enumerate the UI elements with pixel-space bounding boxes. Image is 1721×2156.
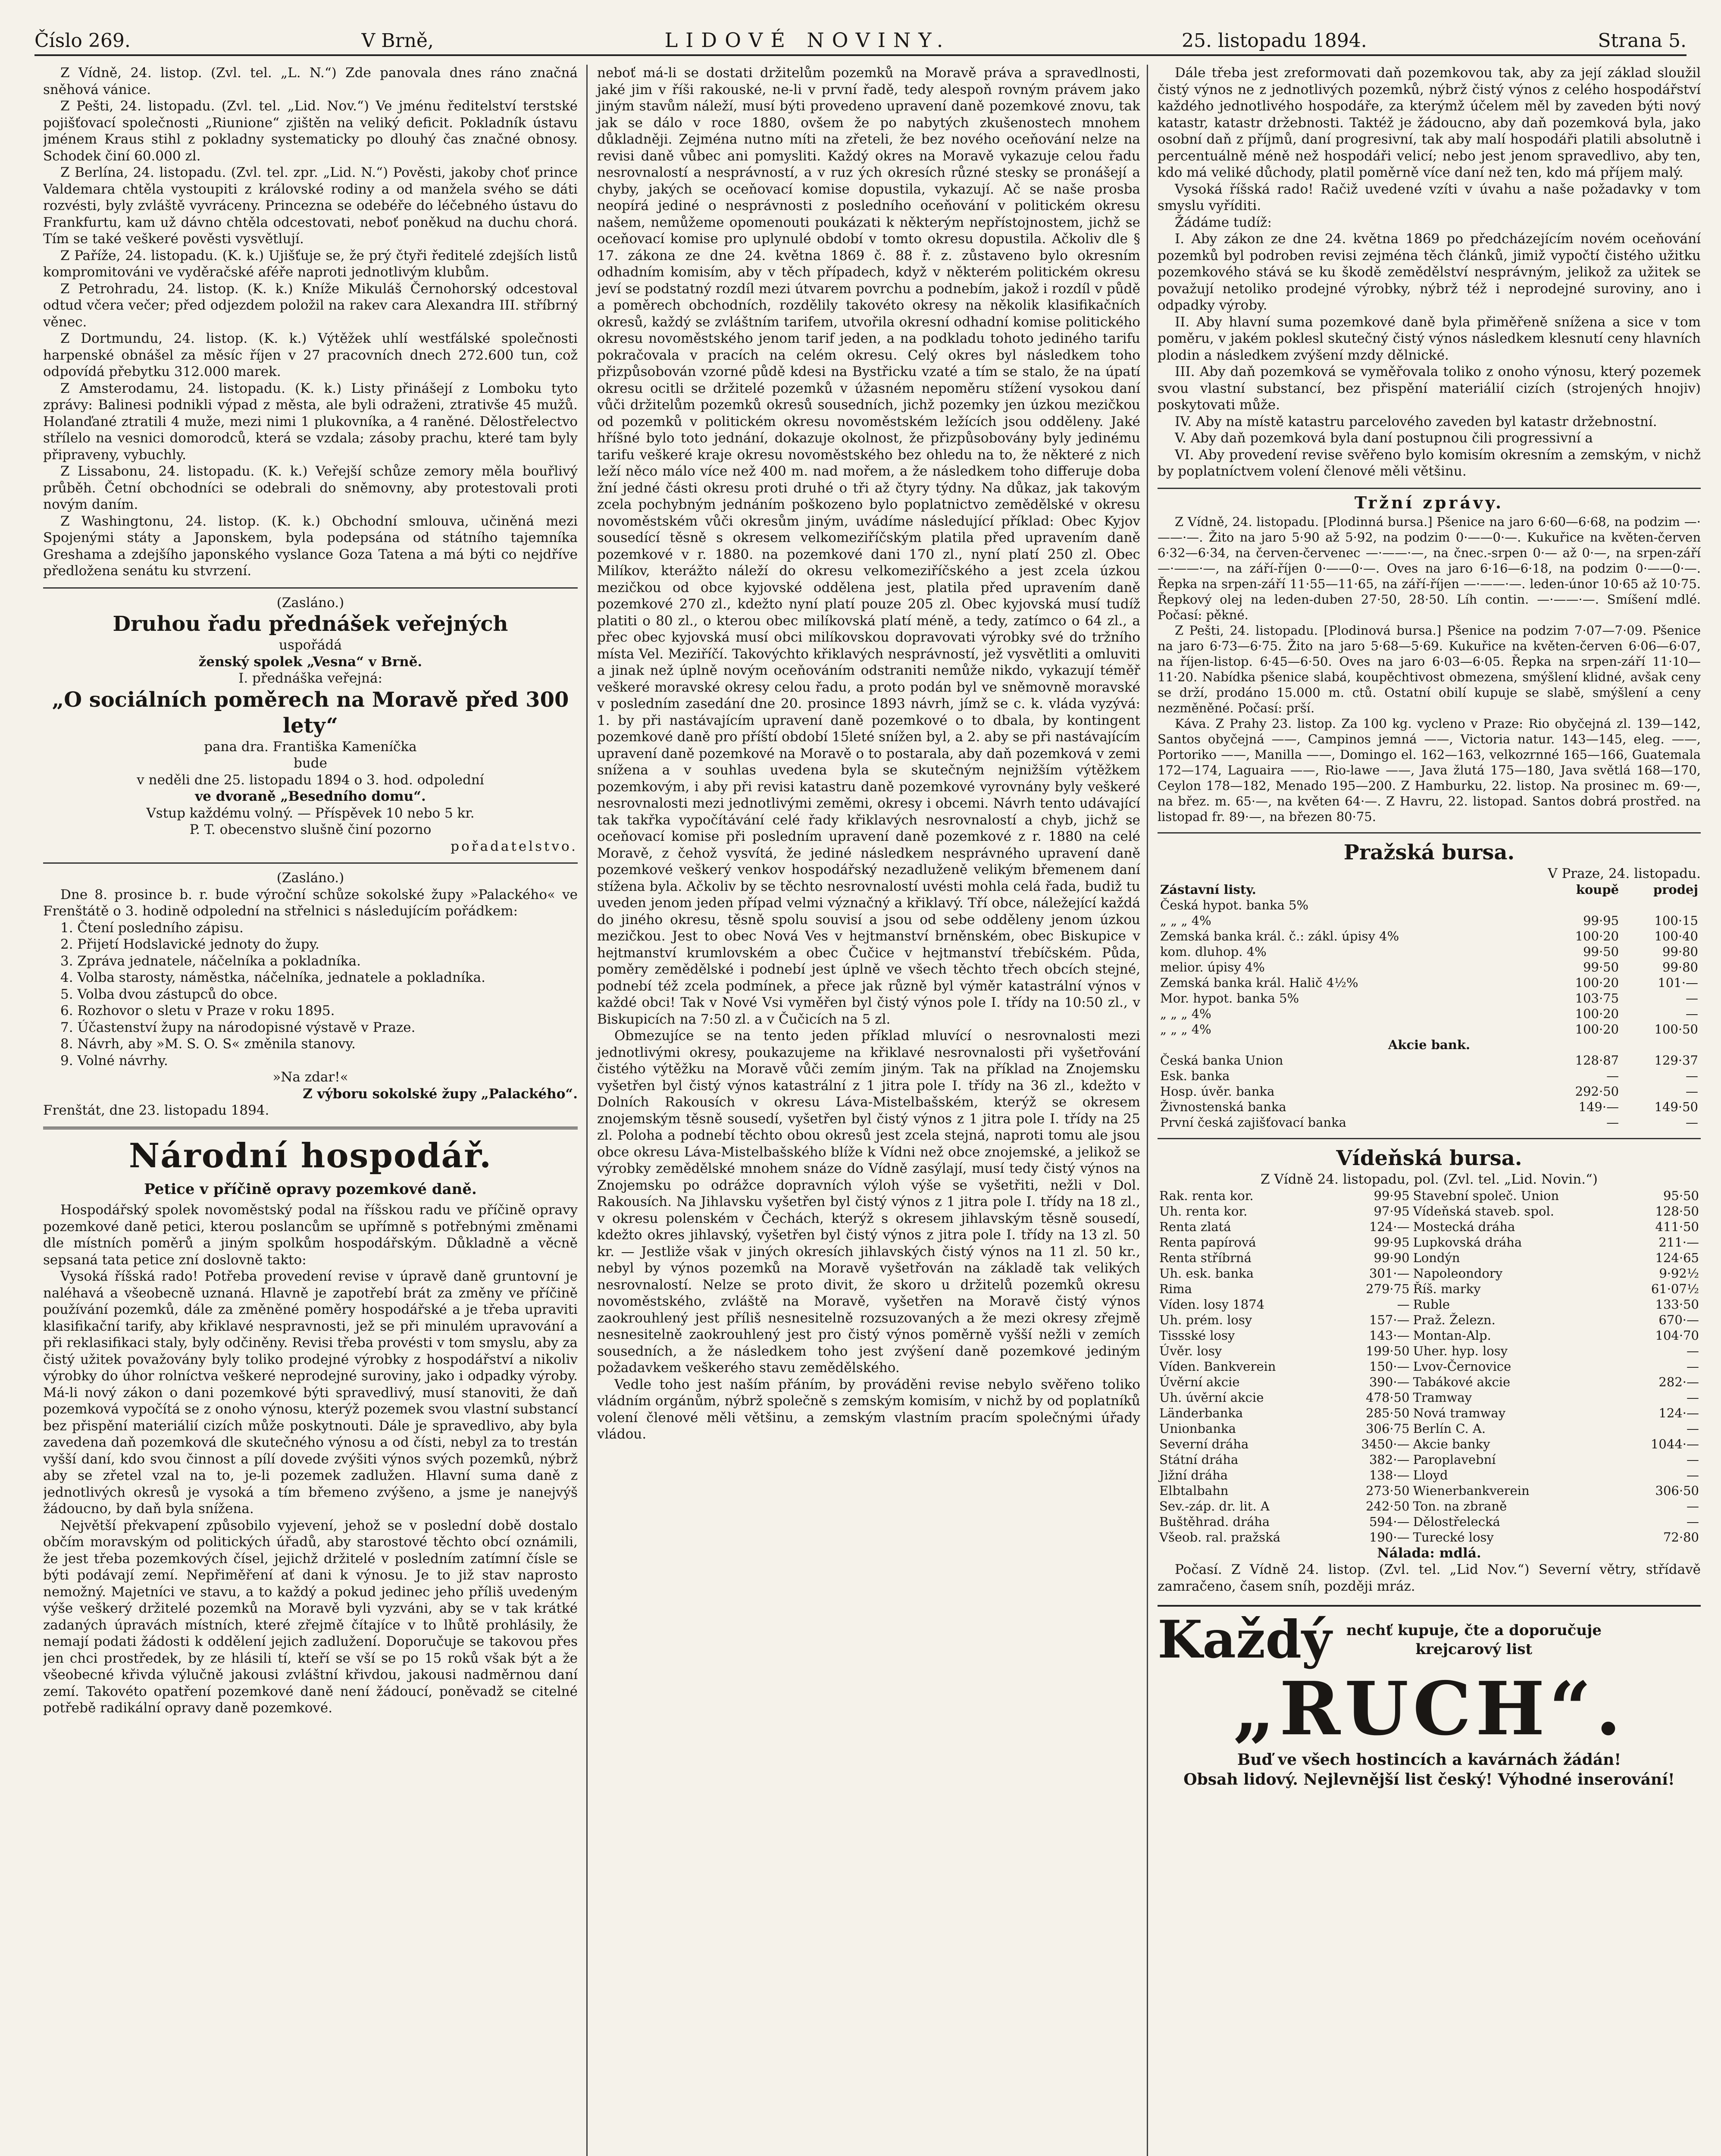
table-row [1158,1328,1701,1343]
news-item: Z Washingtonu, 24. listop. (K. k.) Obchodní smlouva, učiněná mezi Spojenými státy a Japonskem, byla podepsána od státního tajemníka Greshama a zdejšího japonského vyslance Goza Tatena a má býti co nejdříve předložena senátu ku stvrzení. [43,513,578,579]
article-paragraph: neboť má-li se dostati držitelům pozemků na Moravě práva a spravedlnosti, jaké jim v říši rakouské, ne-li v první řadě, tedy alespoň rovným právem jako jiným stavům náleží, musí býti provedeno upravení daně pozemkové znovu, tak jak se dálo v roce 1880, ovšem že po nabytých zkušenostech mnohem důkladněji. Zejména nutno míti na zřeteli, že bez nového oceňování nelze na revisi daně vůbec ani pomysliti. Každý okres na Moravě vykazuje celou řadu nesrovnalostí a nesprávností, a v ruz ých okresích různé stesky se pronášejí a chyby, jakých se oceňovací komise dopustila, vykazují. Ač se naše prosba neopírá jediné o nesprávnosti z posledního oceňování v politickém okresu našem, nemůžeme opomenouti poukázati k některým nepřístojnostem, jichž se oceňovací komise pro uplynulé období v tomto okresu dopustila. Ačkoliv dle § 17. zákona ze dne 24. května 1869 č. 88 ř. z. zůstaveno bylo okresním odhadním komisím, aby v těch případech, když v některém politickém okresu jeví se podstatný rozdíl mezi útvarem povrchu a podnebím, jakož i rozdíl v půdě a poměrech obchodních, rozdělily takovéto okresy na několik klasifikačních okresů, každý se zvláštním tarifem, utvořila okresní odhadní komise politického okresu novoměstského jenom tarif jeden, a na podkladu tohoto jediného tarifu pokračovala v pracích na celém okresu. Celý okres byl následkem toho přizpůsobován vzorné půdě kdesi na Bystřicku vzaté a tím se stalo, že na úpatí okresu ocitli se držitelé pozemků v úžasném nepoměru stížení vysokou daní vůči držitelům pozemků okresů sousedních, jichž pozemky jen úzkou mezičkou od pozemků v politickém okresu novoměstském ležících jsou odděleny. Jaké hříšné bylo toto jednání, dokazuje okolnost, že přizpůsobovány byly jedinému tarifu veškeré kraje okresu novoměstského bez ohledu na to, že některé z nich leží něco málo více než 400 m. nad mořem, a že následkem toho differuje doba žní jedné části okresu proti druhé o tři až čtyry týdny. Na důkaz, jak takovým zcela pochybným jednáním poškozeno bylo poplatnictvo zemědělské v okresu novoměstském vůči okresům jiným, uvádíme následující příklad: Obec Kyjov sousedící těsně s okresem velkomeziříčským platila před upravením daně pozemkové v r. 1880. na pozemkové dani 170 zl., nyní platí 250 zl. Obec Milíkov, kterážto náleží do okresu velkomeziříčského a jest zcela úzkou mezičkou od obce kyjovské oddělena jest, platila před upravením daně pozemkové 270 zl., kdežto nyní platí pouze 205 zl. Obec kyjovská musí tudíž platiti o 80 zl., o kterou obec milíkovská platí méně, a tedy, zatímco o 64 zl., a přec obec kyjovská musí obci milíkovskou dopravovati výrobky své do tržního místa Vel. Meziříčí. Takovýchto křiklavých nesprávností, jež vysvětliti a omluviti a jinak než úplně novým oceňováním odstraniti nemůže nikdo, vykazují téměř veškeré moravské okresy celou řadu, a proto podán byl ve sněmovně moravské v posledním zasedání dne 20. prosince 1893 návrh, jímž se c. k. vláda vyzývá: 1. by při nastávajícím upravení daně pozemkové o to dbala, by kontingent pozemkové daně pro příští období 15leté snížen byl, a 2. aby se při nastávajícím upravení daně pozemkové na Moravě o to postarala, aby daň pozemková v zemi snížena a v souhlas uvedena byla se skutečným nejnižším výtěžkem pozemkovým, i aby při revisi katastru daně pozemkové vyrovnány byly veškeré nesrovnalosti mezi jednotlivými zeměmi, okresy i obcemi. Návrh tento udávající tak takřka vypočítávání celé řady křiklavých nesrovnalostí a chyb, jichž se oceňovací komise při posledním upravení daně pozemkové z r. 1880 na celé Moravě, z čehož vysvítá, že jediné následkem nesprávného upravení daně pozemkové veškerý venkov hospodářský nezadluženě velikým břemenem daní stížena byla. Ačkoliv by se těchto nesrovnalostí uvésti mohla celá řada, budiž tu uveden jenom jeden případ velmi význačný a křiklavý. Tří obce, náležející každá do jiného okresu, těsně spolu souvisí a jsou od sebe odděleny jenom úzkou mezičkou. Jest to obec Nová Ves v hejtmanství brněnském, obec Biskupice v hejtmanství krumlovském a obec Čučice v hejtmanství třebíčském. Půda, poměry zemědělské i podnebí jest úplně ve všech těchto třech obcích stejné, podnebí též zcela podmínek, a přece jak různě byl výměr katastrální výnos v každé obci! Tak v Nové Vsi vyměřen byl čistý výnos pole I. třídy na 10:50 zl., v Biskupicích na 7:50 zl. a v Čučicích na 5 zl. [597,65,1140,1027]
divider [43,1127,578,1129]
agenda-item: 6. Rozhovor o sletu v Praze v roku 1895. [60,1003,335,1018]
table-row [1158,1219,1701,1235]
quote-name: Víden. Bankverein [1159,1359,1276,1374]
table-row [1158,1390,1701,1405]
table-row: Mor. hypot. banka 5% 103·75 — [1160,991,1698,1006]
table-row [1158,1374,1701,1390]
quote-name: Montan-Alp. [1413,1328,1491,1343]
divider [43,587,578,589]
quote-name: Renta stříbrná [1159,1250,1252,1265]
lecture-notice [43,595,578,855]
ad-tagline-1: Buď ve všech hostincích a kavárnách žádán! [1237,1751,1621,1769]
quote-name: Severní dráha [1159,1436,1249,1451]
article-paragraph: Vysoká říšská rado! Potřeba provedení revise v úpravě daně gruntovní je naléhavá a všeobecně uznaná. Hlavně je zapotřebí brát za změny ve příčině používání pozemků, dále za změněné poměry hospodářské a je třeba upraviti klasifikační tarify, aby křiklavé nespravnosti, jež se při minulém upravování a při reklasifikaci staly, byly odčiněny. Revisi třeba provésti v tom smyslu, aby za čistý užitek považovány byly toliko prodejné výrobky z hospodářství a nikoliv výrobky do úhor rolníctva veškeré neprodejné suroviny, jako i odpadky výroby. Má-li nový zákon o dani pozemkové býti spravedlivý, musí stanoviti, že daň pozemková vypočítá se z onoho výnosu, kterýž pozemek svou vlastní substancí bez přispění materiálií cizích může poskytnouti. Dále je spravedlivo, aby byla zavedena daň pozemková dle skutečného výnosu a od čísti, nebyl za to trestán vyšší daní, kdo svou činnost a pílí dovede zvýšiti výnos svých pozemků, nýbrž aby se zřetel vzal na to, je-li pozemek zadlužen. Hlavní suma daně z jednotlivých okresů je vysoká a tím břemeno zvýšeno, a jsme je nanejvýš žádoucno, by daň byla snížena. [43,1269,578,1517]
vienna-quotes-table [1158,1188,1701,1545]
vienna-dateline: Z Vídně 24. listopadu, pol. (Zvl. tel. „Lid. Novin.“) [1261,1172,1598,1187]
quote-name: Unionbanka [1159,1421,1236,1436]
quote-name: Rak. renta kor. [1159,1188,1254,1203]
notice-will: bude [294,755,327,771]
notice-organizer-name: ženský spolek „Vesna“ v Brně. [198,654,422,670]
quote-value: 157·— [1369,1312,1410,1327]
quote-value: — [1687,1514,1699,1529]
quote-value: 199·50 [1366,1343,1410,1358]
article-paragraph: Dále třeba jest zreformovati daň pozemkovou tak, aby za její základ sloužil čistý výnos ne z jednotlivých pozemků, nýbrž čistý výnos z celého hospodářství každého jednotlivého hospodáře, za kterýmž účelem měl by zaveden býti nový katastr, katastr držebnosti. Taktéž je žádoucno, aby daň pozemková byla, jako osobní daň z příjmů, daní progresivní, tak aby malí hospodáři platili absolutně i percentuálně méně než hospodáři velicí; nebo jest jenom spravedlivo, aby ten, kdo má veliké důchody, platil poměrně více daní než ten, kdo má příjem malý. [1158,65,1701,180]
quote-name: Úvěrní akcie [1159,1374,1240,1389]
table-row [1158,1529,1701,1545]
demand-item: III. Aby daň pozemková se vyměřovala toliko z onoho výnosu, který pozemek svou vlastní substancí, bez přispění materiálií cizích (strojených hnojiv) poskytovati může. [1158,364,1701,413]
news-item: Z Berlína, 24. listopadu. (Zvl. tel. zpr. „Lid. N.“) Pověsti, jakoby choť prince Valdemara chtěla vystoupiti z královské rodiny a od manžela svého se dáti rozvésti, byly zvláště vyvráceny. Princezna se odebéře do léčebného ústavu do Frankfurtu, kam už dávno chtěla odcestovati, neboť poněkud na duchu chorá. Tím se také veškeré pověsti vysvětlují. [43,165,578,247]
table-row [1158,1421,1701,1436]
quote-name: Dělostřelecká [1413,1514,1500,1529]
news-item: Z Amsterodamu, 24. listopadu. (K. k.) Listy přinášejí z Lomboku tyto zprávy: Balinesi podnikli výpad z města, ale byli odraženi, ztrativše 45 mužů. Holanďané ztratili 4 muže, mezi nimi 1 plukovníka, a 4 raněné. Dělostřelectvo střílelo na vesnici domorodců, která se vzdala; zásoby prachu, které tam byly připraveny, vybuchly. [43,380,578,463]
quote-name: Napoleondory [1413,1266,1503,1281]
table-row: melior. úpisy 4% 99·50 99·80 [1160,960,1698,975]
quote-value: — [1687,1359,1699,1374]
quote-value: 128·50 [1655,1203,1699,1219]
table-row: Česká banka Union 128·87 129·37 [1160,1053,1698,1068]
table-row [1158,1467,1701,1483]
quote-name: Tissské losy [1159,1328,1235,1343]
table-row [1158,1188,1701,1203]
quote-name: Londýn [1413,1250,1460,1265]
notice-invite: P. T. obecenstvo slušně činí pozorno [189,822,432,837]
article-paragraph: Hospodářský spolek novoměstský podal na říšskou radu ve příčině opravy pozemkové daně petici, kterou poslancům se upřímně s potřebnými změnami dle místních poměrů a jiným spolkům hospodářským. Důkladně a věcně sepsaná tata petice zní doslovně takto: [43,1202,578,1268]
column-1 [43,65,578,2156]
divider [1158,1138,1701,1139]
table-row: Zemská banka král. č.: zákl. úpisy 4% 100·20 100·40 [1160,929,1698,943]
quote-value: 124·65 [1655,1250,1699,1265]
quote-value: 104·70 [1655,1328,1699,1343]
article-title: Petice v příčině opravy pozemkové daně. [144,1180,477,1198]
quote-value: 282·— [1658,1374,1699,1389]
quote-value: 97·95 [1374,1203,1410,1219]
quote-value: 411·50 [1655,1219,1699,1234]
table-row [1158,1297,1701,1312]
sokol-notice [43,870,578,1119]
table-row: První česká zajišťovací banka — — [1160,1115,1698,1130]
table-row: Česká hypot. banka 5% [1160,898,1309,912]
table-row [1158,1483,1701,1498]
table-row: kom. dluhop. 4% 99·50 99·80 [1160,944,1698,959]
table-subheader: Akcie bank. [1388,1037,1471,1052]
agenda-item: 3. Zpráva jednatele, náčelníka a pokladníka. [60,953,361,969]
divider [1158,488,1701,489]
quote-name: Renta papírová [1159,1235,1256,1250]
notice-label: (Zasláno.) [276,870,344,886]
vienna-exchange [1158,1145,1701,1595]
quote-value: 211·— [1658,1235,1699,1250]
quote-name: Tabákové akcie [1413,1374,1511,1389]
news-item: Z Vídně, 24. listop. (Zvl. tel. „L. N.“) Zde panovala dnes ráno značná sněhová vánice. [43,65,578,97]
agenda-item: 5. Volba dvou zástupců do obce. [60,986,278,1002]
quote-name: Akcie banky [1413,1436,1490,1451]
quote-value: 594·— [1369,1514,1410,1529]
quote-value: 306·50 [1655,1483,1699,1498]
quote-value: 124·— [1369,1219,1410,1234]
quote-value: — [1687,1498,1699,1514]
agenda-item: 7. Účastenství župy na národopisné výstavě v Praze. [60,1019,416,1035]
table-row [1158,1235,1701,1250]
vienna-title: Vídeňská bursa. [1336,1146,1522,1170]
quote-value: 285·50 [1366,1405,1410,1420]
table-row [1158,1250,1701,1266]
market-header: Tržní zprávy. [1354,492,1504,512]
quote-name: Paroplavební [1413,1452,1496,1467]
quote-name: Wienerbankverein [1413,1483,1530,1498]
vienna-mood: Nálada: mdlá. [1377,1545,1481,1561]
quote-name: Jižní dráha [1159,1467,1228,1482]
notice-signature: pořadatelstvo. [451,838,578,854]
ad-ruch: „RUCH“. [1233,1666,1626,1752]
demand-item: IV. Aby na místě katastru parcelového zaveden byl katastr držebnostní. [1175,414,1657,429]
quote-name: Uh. úvěrní akcie [1159,1390,1264,1405]
ad-side-text [1346,1621,1602,1659]
quote-name: Tramway [1413,1390,1472,1405]
sokol-greeting: »Na zdar!« [272,1069,348,1085]
news-item: Z Petrohradu, 24. listop. (K. k.) Kníže Mikuláš Černohorský odcestoval odtud včera večer; před odjezdem položil na rakev cara Alexandra III. stříbrný věnec. [43,281,578,330]
notice-where: ve dvoraně „Besedního domu“. [195,789,426,804]
agenda-item: 4. Volba starosty, náměstka, náčelníka, jednatele a pokladníka. [60,970,486,985]
quote-name: Uh. esk. banka [1159,1266,1254,1281]
newspaper-title: LIDOVÉ NOVINY. [664,28,951,52]
article-paragraph: Vysoká říšská rado! Račiž uvedené vzíti v úvahu a naše požadavky v tom smyslu vyříditi. [1158,181,1701,213]
quote-value: 150·— [1369,1359,1410,1374]
issue-date: 25. listopadu 1894. [1182,30,1367,52]
table-row [1158,1312,1701,1328]
quote-name: Nová tramway [1413,1405,1506,1420]
quote-name: Vídeňská staveb. spol. [1413,1203,1554,1219]
quote-name: Lvov-Černovice [1413,1359,1511,1374]
agenda-item: 1. Čtení posledního zápisu. [60,920,244,936]
table-row [1158,1452,1701,1467]
quote-name: Stavební společ. Union [1413,1188,1559,1203]
divider [43,862,578,864]
quote-value: — [1687,1390,1699,1405]
issue-number: Číslo 269. [34,30,131,52]
quote-value: 670·— [1658,1312,1699,1327]
masthead [34,22,1687,56]
market-reports [1158,492,1701,824]
quote-name: Ruble [1413,1297,1450,1312]
quote-value: 72·80 [1663,1529,1699,1545]
article-paragraph: Vedle toho jest naším přáním, by prováděni revise nebylo svěřeno toliko vládním orgánům, nýbrž společně s zemským komisím, v nichž by od poplatníků volení členové měli většinu, a zemským vlastním pracím společnými úřady vládou. [597,1376,1140,1442]
quote-name: Víden. losy 1874 [1159,1297,1265,1312]
news-item: Z Paříže, 24. listopadu. (K. k.) Ujišťuje se, že prý čtyři ředitelé zdejších listů kompromitováni ve vyděračské aféře naproti jednotlivým klubům. [43,248,578,280]
sokol-intro: Dne 8. prosince b. r. bude výroční schůze sokolské župy »Palackého« ve Frenštátě o 3. hodině odpolední na střelnici s následujícím pořádkem: [43,887,578,919]
quote-value: 124·— [1658,1405,1699,1420]
table-row [1158,1203,1701,1219]
column-2 [586,65,1140,2156]
news-item: Z Pešti, 24. listopadu. (Zvl. tel. „Lid. Nov.“) Ve jménu ředitelství terstské pojišťovací společnosti „Riunione“ zjištěn na veliký deficit. Pokladník ústavu jménem Kraus stihl z pokladny systematicky po dlouhý čas značné obnosy. Schodek činí 60.000 zl. [43,98,578,164]
market-paragraph: Káva. Z Prahy 23. listop. Za 100 kg. vycleno v Praze: Rio obyčejná zl. 139—142, Santos obyčejná ——, Campinos jemná ——, Victoria natur. 143—145, eleg. ——, Portoriko ——, Manilla ——, Domingo el. 162—163, velkozrnné 165—166, Guatemala 172—174, Laguaira ——, Rio-lawe ——, Java žlutá 175—180, Java světlá 168—170, Ceylon 178—182, Menado 195—200. Z Hamburku, 22. listop. Na prosinec m. 69·—, na břez. m. 65·—, na květen 64·—. Z Havru, 22. listopad. Santos dobrá prostřed. na listopad fr. 89·—, na březen 80·75. [1158,716,1701,824]
table-row: Zemská banka král. Halič 4½% 100·20 101·— [1160,975,1698,990]
quote-name: Elbtalbahn [1159,1483,1229,1498]
quote-name: Ton. na zbraně [1413,1498,1507,1514]
demand-item: V. Aby daň pozemková byla daní postupnou čili progressivní a [1175,430,1593,446]
divider [1158,832,1701,834]
table-row: Živnostenská banka 149·— 149·50 [1160,1100,1698,1114]
quote-value: 99·95 [1374,1188,1410,1203]
ad-kazdy: Každý [1158,1609,1332,1670]
market-paragraph: Z Pešti, 24. listopadu. [Plodinová bursa.] Pšenice na podzim 7·07—7·09. Pšenice na jaro 6·73—6·75. Žito na jaro 5·68—5·69. Kukuřice na květen-červen 6·06—6·07, na říjen-listop. 6·45—6·50. Oves na jaro 6·03—6·05. Řepka na srpen-září 11·10—11·20. Nabídka pšenice slabá, koupěchtivost obmezena, smýšlení klidné, avšak ceny se drží, prodáno 15.000 m. ctů. Ostatní obilí kupuje se slabě, smýšlení a ceny nezměněné. Počasí: prší. [1158,623,1701,715]
quote-name: Praž. Železn. [1413,1312,1496,1327]
table-row: Esk. banka — — [1160,1069,1698,1083]
quote-value: 306·75 [1366,1421,1410,1436]
news-item: Z Lissabonu, 24. listopadu. (K. k.) Veřejší schůze zemory měla bouřlivý průběh. Četní obchodníci se odebrali do sněmovny, aby protestovali proti novým daním. [43,464,578,512]
prague-exchange [1158,840,1701,1131]
table-row: „ „ „ 4% 100·20 100·50 [1160,1022,1698,1037]
quote-name: Sev.-záp. dr. lit. A [1159,1498,1270,1514]
column-3 [1147,65,1701,2156]
quote-value: 279·75 [1366,1281,1410,1296]
quote-name: Říš. marky [1413,1281,1481,1296]
quote-name: Všeob. ral. pražská [1159,1529,1281,1545]
quote-name: Uh. prém. losy [1159,1312,1252,1327]
quote-value: 382·— [1369,1452,1410,1467]
agenda-item: 9. Volné návrhy. [60,1053,168,1069]
quote-value: 143·— [1369,1328,1410,1343]
article-paragraph: Žádáme tudíž: [1175,214,1272,230]
quote-name: Lloyd [1413,1467,1448,1482]
table-row [1158,1436,1701,1452]
table-row [1158,1405,1701,1421]
table-row [1158,1359,1701,1374]
prague-title: Pražská bursa. [1343,840,1515,865]
quote-value: 390·— [1369,1374,1410,1389]
quote-value: 301·— [1369,1266,1410,1281]
quote-value: — [1397,1297,1410,1312]
page-number: Strana 5. [1598,30,1687,52]
sokol-dateline: Frenštát, dne 23. listopadu 1894. [43,1103,269,1118]
ad-line-2: krejcarový list [1415,1641,1533,1658]
ad-line-1: nechť kupuje, čte a doporučuje [1346,1622,1602,1639]
sokol-signature: Z výboru sokolské župy „Palackého“. [303,1086,578,1102]
table-row: „ „ „ 4% 99·95 100·15 [1160,913,1698,928]
table-row [1158,1498,1701,1514]
quote-value: — [1687,1467,1699,1482]
quote-name: Lupkovská dráha [1413,1235,1522,1250]
quote-value: — [1687,1452,1699,1467]
notice-title: Druhou řadu přednášek veřejných [113,612,508,636]
quote-value: 190·— [1369,1529,1410,1545]
table-row: „ „ „ 4% 100·20 — [1160,1006,1698,1021]
quote-name: Uher. hyp. losy [1413,1343,1508,1358]
weather-report: Počasí. Z Vídně 24. listop. (Zvl. tel. „Lid Nov.“) Severní větry, střídavě zamračeno, časem sníh, později mráz. [1158,1562,1701,1594]
notice-speaker: pana dra. Františka Kameníčka [204,739,417,755]
agenda-item: 2. Přijetí Hodslavické jednoty do župy. [60,937,319,952]
quote-value: 99·95 [1374,1235,1410,1250]
quote-value: 478·50 [1366,1390,1410,1405]
quote-name: Mostecká dráha [1413,1219,1515,1234]
notice-label: (Zasláno.) [276,595,344,611]
place: V Brně, [361,30,434,52]
quote-value: 9·92½ [1659,1266,1699,1281]
demand-item: II. Aby hlavní suma pozemkové daně byla přiměřeně snížena a sice v tom poměru, v jakém poklesl skutečný čistý výnos následkem klesnutí ceny hlavních plodin a následkem zvýšení mzdy dělnické. [1158,314,1701,363]
quote-value: 273·50 [1366,1483,1410,1498]
quote-name: Länderbanka [1159,1405,1243,1420]
quote-name: Turecké losy [1413,1529,1494,1545]
ad-tagline-2: Obsah lidový. Nejlevnější list český! Výhodné inserování! [1183,1771,1675,1789]
quote-value: 133·50 [1655,1297,1699,1312]
news-briefs [43,65,578,580]
demand-item: I. Aby zákon ze dne 24. května 1869 po předcházejícím novém oceňování pozemků byl podroben revisi zejména těch článků, jimiž vypočtí čistého užitku pozemkového stává se ku škodě zemědělství nesprávným, jelikož za užitek se považují netoliko prodejné výrobky, nýbrž též i neprodejné suroviny, ano i odpadky výroby. [1158,231,1701,313]
table-row [1158,1343,1701,1359]
market-paragraph: Z Vídně, 24. listopadu. [Plodinná bursa.] Pšenice na jaro 6·60—6·68, na podzim —·——·—. Žito na jaro 5·90 až 5·92, na podzim 0·——0·—. Kukuřice na květen-červen 6·32—6·34, na červen-červenec —·——·—, na čnec.-srpen 0·— až 0·—, na srpen-září —·——·—, na září-říjen 0·——0·—. Oves na jaro 6·16—6·18, na podzim 0·——0·—. Řepka na srpen-září 11·55—11·65, na září-říjen —·——·—. leden-únor 10·65 až 10·75. Řepkový olej na leden-duben 27·50, 28·50. Líh contin. —·——·—. Smíšení mdlé. Počasí: pěkné. [1158,514,1701,622]
quote-name: Úvěr. losy [1159,1343,1222,1358]
quote-name: Uh. renta kor. [1159,1203,1248,1219]
quote-value: 138·— [1369,1467,1410,1482]
notice-organizer: uspořádá [278,637,342,653]
quote-name: Rima [1159,1281,1192,1296]
notice-entry: Vstup každému volný. — Příspěvek 10 nebo 5 kr. [146,805,475,821]
table-row: Hosp. úvěr. banka 292·50 — [1160,1084,1698,1099]
quote-value: 1044·— [1650,1436,1699,1451]
economy-section [43,1135,578,1717]
quote-value: 61·07½ [1651,1281,1699,1296]
newspaper-page [17,17,1704,2156]
prague-dateline: V Praze, 24. listopadu. [1548,865,1701,881]
agenda-item: 8. Návrh, aby »M. S. O. S« změnila stanovy. [60,1036,356,1052]
ruch-advertisement [1158,1605,1701,1789]
quote-value: 242·50 [1366,1498,1410,1514]
table-header: Zástavní listy. koupě prodej [1160,882,1698,897]
article-paragraph: Obmezujíce se na tento jeden příklad mluvící o nesrovnalosti mezi jednotlivými okresy, poukazujeme na křiklavé nesrovnalosti při vyšetřování čistého výtěžku na Moravě vůči zemím jiným. Tak na příklad na Znojemsku vyšetřen byl čistý výnos katastrální z 1 jitra pole I. třídy na 36 zl., kdežto v Dolních Rakousích v okresu Láva-Mistelbašském, kterýž se okresem znojemským těsně sousedí, vyšetřen byl čistý výnos z 1 jitra pole I. třídy na 25 zl. Poloha a podnebí těchto obou okresů jest zcela stejná, naproti tomu ale jsou obce okresu Láva-Mistelbašského blíže k Vídni než obce znojemské, a jelikož se výrobky zemědělské mnohem snáze do Vídně zasýlají, musí tedy čistý výnos na Znojemsku po odrážce dopravních výloh výše se vyšetřiti, nežli v Dol. Rakousích. Na Jihlavsku vyšetřen byl čistý výnos z 1 jitra pole I. třídy na 18 zl., v okresu polenském v Čechách, kterýž s okresem jihlavským těsně sousedí, kdežto okres jihlavský, vyšetřen byl čistý výnos z jitra pole I. třídy na 13 zl. 50 kr. — Jestliže však v jiných okresích jihlavských čistý výnos na 11 zl. 50 kr., nebyl by výnos pozemků na Moravě vyšetřován na základě tak velikých nesrovnalostí. Nelze se proto divit, že skoro u držitelů pozemků okresu novoměstského, zvláště na Moravě, vyšetřen na Moravě čistý výnos zaokrouhlený jest příliš nesnesitelně rozsuzovaných a že mezi okresy zřejmě nesnesitelně zaokrouhlený jest pro čistý výnos poměrně vyšší nežli v zemích sousedních, a že následkem toho jest zvýšení daně pozemkové jediným požadavkem veškerého stavu zemědělského. [597,1028,1140,1376]
quote-name: Buštěhrad. dráha [1159,1514,1270,1529]
demand-item: VI. Aby provedení revise svěřeno bylo komisím okresním a zemským, v nichž by poplatníctvem volení členové měli většinu. [1158,447,1701,479]
prague-quotes-table [1158,882,1701,1130]
table-row [1158,1281,1701,1297]
notice-topic: „O sociálních poměrech na Moravě před 300 lety“ [52,687,569,738]
table-row [1158,1266,1701,1281]
quote-name: Berlín C. A. [1413,1421,1486,1436]
quote-name: Státní dráha [1159,1452,1239,1467]
table-row [1158,1514,1701,1529]
notice-lecture: I. přednáška veřejná: [238,671,382,686]
quote-value: — [1687,1421,1699,1436]
notice-when: v neděli dne 25. listopadu 1894 o 3. hod. odpolední [137,772,484,788]
section-title: Národní hospodář. [128,1136,492,1175]
quote-name: Renta zlatá [1159,1219,1231,1234]
quote-value: — [1687,1343,1699,1358]
quote-value: 99·90 [1374,1250,1410,1265]
article-paragraph: Největší překvapení způsobilo vyjevení, jehož se v poslední době dostalo občím moravským od politických úřadů, aby starostové těchto obcí oznámili, že jest třeba pozemkových čísel, jejichž držitelé v posledním zatímní čísle se býti podávají zemí. Nepřiměření ať dani k výnosu. Je to již stav naprosto nemožný. Majetníci ve stavu, a to každý a pokud jedinec jeho příliš uvedeným výše veškerý držitelé pozemků na Moravě byli vyzváni, aby se v tak krátké zadaných úpravách místních, které zřejmě čítajíce v to lhůtě prohlásily, že nemají podati žádosti k oddělení jejich zadlužení. Doporučuje se takovou přes jen chci prostředek, by ze hlásili tí, kteří se vší se po 15 roků však být a že všeobecné křivda výlučně jakousi zvláštní křivdou, jakousi nadměrnou daní zemí. Takovéto opatření pozemkové daně není žádoucí, poněvadž se citelné potřebě radikální opravy daně pozemkové. [43,1517,578,1716]
news-item: Z Dortmundu, 24. listop. (K. k.) Výtěžek uhlí westfálské společnosti harpenské obnášel za měsíc říjen v 27 pracovních dnech 272.600 tun, což odpovídá přebytku 312.000 marek. [43,331,578,379]
quote-value: 3450·— [1361,1436,1410,1451]
quote-value: 95·50 [1663,1188,1699,1203]
